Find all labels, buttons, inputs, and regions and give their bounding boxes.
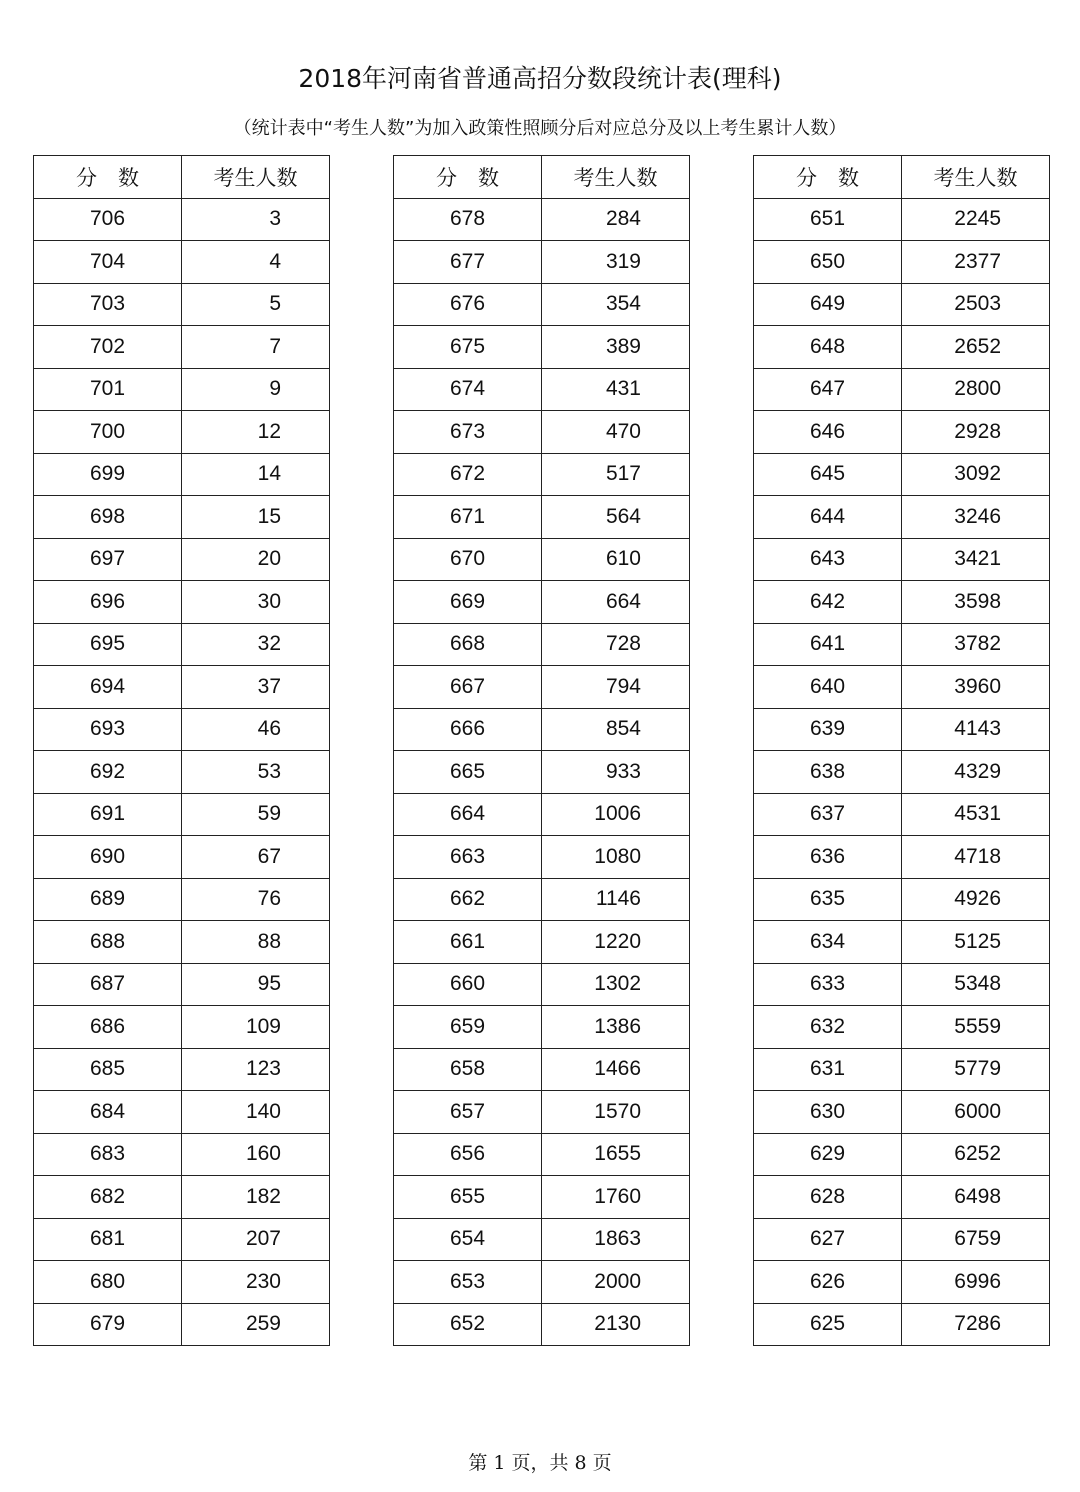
score-cell: 626 [754,1261,902,1304]
score-cell: 642 [754,581,902,624]
count-cell: 1146 [542,878,690,921]
table-row [34,453,330,496]
count-cell: 284 [542,198,690,241]
count-cell: 664 [542,581,690,624]
table-row [754,666,1050,709]
count-column-header: 考生人数 [902,156,1050,199]
count-cell: 12 [182,411,330,454]
table-row [394,1048,690,1091]
score-table-1 [33,155,330,1346]
count-column-header: 考生人数 [182,156,330,199]
score-cell: 649 [754,283,902,326]
score-cell: 659 [394,1006,542,1049]
count-cell: 53 [182,751,330,794]
count-cell: 230 [182,1261,330,1304]
score-cell: 640 [754,666,902,709]
table-row [34,581,330,624]
count-cell: 20 [182,538,330,581]
score-table-2-body [394,198,690,1346]
count-cell: 1220 [542,921,690,964]
table-row [754,1091,1050,1134]
count-cell: 319 [542,241,690,284]
table-row [34,1133,330,1176]
count-cell: 2245 [902,198,1050,241]
count-cell: 1386 [542,1006,690,1049]
table-row [394,411,690,454]
score-cell: 671 [394,496,542,539]
count-cell: 1760 [542,1176,690,1219]
table-header-row [34,156,330,199]
score-cell: 667 [394,666,542,709]
score-cell: 669 [394,581,542,624]
count-cell: 1302 [542,963,690,1006]
table-row [394,283,690,326]
table-row [754,708,1050,751]
count-cell: 2503 [902,283,1050,326]
score-cell: 639 [754,708,902,751]
count-cell: 9 [182,368,330,411]
table-row [34,326,330,369]
count-cell: 6498 [902,1176,1050,1219]
count-cell: 728 [542,623,690,666]
count-cell: 389 [542,326,690,369]
score-cell: 695 [34,623,182,666]
score-table-1-body [34,198,330,1346]
table-row [394,496,690,539]
table-row [754,1006,1050,1049]
table-row [34,708,330,751]
table-row [754,963,1050,1006]
score-cell: 690 [34,836,182,879]
count-cell: 1570 [542,1091,690,1134]
count-cell: 564 [542,496,690,539]
count-cell: 4718 [902,836,1050,879]
table-row [34,1006,330,1049]
table-row [394,581,690,624]
score-cell: 673 [394,411,542,454]
table-row [754,1303,1050,1346]
score-cell: 658 [394,1048,542,1091]
count-cell: 6000 [902,1091,1050,1134]
count-cell: 2800 [902,368,1050,411]
table-row [394,836,690,879]
score-table-3 [753,155,1050,1346]
score-cell: 664 [394,793,542,836]
table-row [34,836,330,879]
table-row [34,793,330,836]
count-cell: 15 [182,496,330,539]
table-row [34,921,330,964]
count-cell: 160 [182,1133,330,1176]
count-cell: 1655 [542,1133,690,1176]
table-row [394,878,690,921]
count-cell: 4143 [902,708,1050,751]
count-cell: 2928 [902,411,1050,454]
count-cell: 5348 [902,963,1050,1006]
score-column-header: 分 数 [34,156,182,199]
count-cell: 3092 [902,453,1050,496]
score-cell: 679 [34,1303,182,1346]
score-cell: 656 [394,1133,542,1176]
score-cell: 627 [754,1218,902,1261]
score-cell: 654 [394,1218,542,1261]
score-cell: 661 [394,921,542,964]
table-row [754,921,1050,964]
table-row [394,1176,690,1219]
table-row [34,283,330,326]
table-row [754,751,1050,794]
count-cell: 3782 [902,623,1050,666]
count-cell: 3960 [902,666,1050,709]
score-cell: 650 [754,241,902,284]
count-cell: 67 [182,836,330,879]
count-cell: 2000 [542,1261,690,1304]
count-cell: 933 [542,751,690,794]
page-subtitle: （统计表中“考生人数”为加入政策性照顾分后对应总分及以上考生累计人数） [233,118,847,139]
table-row [34,751,330,794]
score-cell: 634 [754,921,902,964]
score-cell: 670 [394,538,542,581]
count-cell: 5 [182,283,330,326]
count-cell: 610 [542,538,690,581]
table-row [754,793,1050,836]
score-cell: 696 [34,581,182,624]
table-row [34,411,330,454]
count-cell: 3598 [902,581,1050,624]
table-row [754,198,1050,241]
table-row [394,326,690,369]
score-cell: 643 [754,538,902,581]
count-cell: 1863 [542,1218,690,1261]
count-cell: 1006 [542,793,690,836]
score-cell: 691 [34,793,182,836]
count-cell: 4329 [902,751,1050,794]
score-cell: 641 [754,623,902,666]
score-cell: 702 [34,326,182,369]
table-row [34,241,330,284]
score-cell: 684 [34,1091,182,1134]
table-row [34,623,330,666]
table-row [34,666,330,709]
table-row [394,1261,690,1304]
page-footer: 第 1 页，共 8 页 [468,1452,612,1474]
score-cell: 663 [394,836,542,879]
table-row [34,198,330,241]
score-cell: 633 [754,963,902,1006]
table-row [754,326,1050,369]
table-row [754,1048,1050,1091]
count-cell: 37 [182,666,330,709]
score-cell: 701 [34,368,182,411]
table-row [754,496,1050,539]
score-cell: 665 [394,751,542,794]
table-row [754,368,1050,411]
score-cell: 668 [394,623,542,666]
count-cell: 123 [182,1048,330,1091]
score-cell: 666 [394,708,542,751]
score-cell: 635 [754,878,902,921]
table-row [394,921,690,964]
score-cell: 675 [394,326,542,369]
score-table-2 [393,155,690,1346]
table-row [394,368,690,411]
score-cell: 648 [754,326,902,369]
table-row [754,836,1050,879]
score-cell: 630 [754,1091,902,1134]
count-cell: 259 [182,1303,330,1346]
table-row [754,241,1050,284]
count-cell: 3 [182,198,330,241]
score-cell: 706 [34,198,182,241]
score-cell: 662 [394,878,542,921]
count-cell: 3246 [902,496,1050,539]
table-header-row [754,156,1050,199]
count-cell: 7286 [902,1303,1050,1346]
score-cell: 694 [34,666,182,709]
count-cell: 59 [182,793,330,836]
score-cell: 636 [754,836,902,879]
count-cell: 182 [182,1176,330,1219]
count-cell: 6996 [902,1261,1050,1304]
score-cell: 703 [34,283,182,326]
score-cell: 652 [394,1303,542,1346]
table-row [34,1176,330,1219]
count-cell: 5779 [902,1048,1050,1091]
table-row [394,708,690,751]
score-cell: 685 [34,1048,182,1091]
table-row [394,1006,690,1049]
count-cell: 1466 [542,1048,690,1091]
table-row [754,581,1050,624]
count-cell: 5559 [902,1006,1050,1049]
count-cell: 4531 [902,793,1050,836]
count-cell: 14 [182,453,330,496]
table-row [754,1133,1050,1176]
count-cell: 5125 [902,921,1050,964]
count-cell: 2377 [902,241,1050,284]
table-row [754,1261,1050,1304]
score-cell: 682 [34,1176,182,1219]
table-row [754,623,1050,666]
count-cell: 207 [182,1218,330,1261]
score-cell: 647 [754,368,902,411]
score-cell: 700 [34,411,182,454]
table-row [754,1218,1050,1261]
score-cell: 655 [394,1176,542,1219]
count-cell: 4 [182,241,330,284]
count-cell: 6759 [902,1218,1050,1261]
score-cell: 689 [34,878,182,921]
table-row [394,666,690,709]
table-row [394,241,690,284]
count-cell: 1080 [542,836,690,879]
score-cell: 697 [34,538,182,581]
count-cell: 140 [182,1091,330,1134]
score-cell: 674 [394,368,542,411]
score-cell: 644 [754,496,902,539]
score-cell: 628 [754,1176,902,1219]
table-row [754,1176,1050,1219]
table-row [34,1261,330,1304]
score-cell: 629 [754,1133,902,1176]
table-row [394,1218,690,1261]
count-cell: 517 [542,453,690,496]
score-cell: 625 [754,1303,902,1346]
score-cell: 651 [754,198,902,241]
score-cell: 699 [34,453,182,496]
count-cell: 109 [182,1006,330,1049]
table-row [754,878,1050,921]
score-cell: 672 [394,453,542,496]
score-cell: 660 [394,963,542,1006]
table-row [394,623,690,666]
score-cell: 678 [394,198,542,241]
count-cell: 88 [182,921,330,964]
table-row [394,538,690,581]
score-cell: 638 [754,751,902,794]
score-cell: 687 [34,963,182,1006]
score-cell: 680 [34,1261,182,1304]
score-cell: 677 [394,241,542,284]
score-column-header: 分 数 [394,156,542,199]
table-row [34,538,330,581]
page-title: 2018年河南省普通高招分数段统计表(理科) [298,64,782,93]
score-cell: 653 [394,1261,542,1304]
table-row [34,878,330,921]
score-cell: 637 [754,793,902,836]
score-cell: 704 [34,241,182,284]
score-cell: 683 [34,1133,182,1176]
score-cell: 681 [34,1218,182,1261]
table-row [394,963,690,1006]
count-cell: 4926 [902,878,1050,921]
count-cell: 470 [542,411,690,454]
score-cell: 692 [34,751,182,794]
count-cell: 794 [542,666,690,709]
score-cell: 693 [34,708,182,751]
count-cell: 2652 [902,326,1050,369]
table-row [394,1091,690,1134]
score-column-header: 分 数 [754,156,902,199]
score-cell: 686 [34,1006,182,1049]
table-row [394,793,690,836]
table-row [34,963,330,1006]
table-row [394,198,690,241]
score-cell: 632 [754,1006,902,1049]
table-row [34,1303,330,1346]
score-cell: 657 [394,1091,542,1134]
table-row [34,1218,330,1261]
count-cell: 3421 [902,538,1050,581]
count-cell: 76 [182,878,330,921]
table-row [34,496,330,539]
score-cell: 645 [754,453,902,496]
table-header-row [394,156,690,199]
score-table-3-body [754,198,1050,1346]
table-row [754,453,1050,496]
count-cell: 2130 [542,1303,690,1346]
table-row [394,1133,690,1176]
table-row [34,1048,330,1091]
table-row [754,283,1050,326]
count-cell: 354 [542,283,690,326]
count-cell: 30 [182,581,330,624]
score-cell: 631 [754,1048,902,1091]
count-cell: 6252 [902,1133,1050,1176]
score-cell: 698 [34,496,182,539]
count-cell: 854 [542,708,690,751]
count-cell: 95 [182,963,330,1006]
count-cell: 7 [182,326,330,369]
count-cell: 32 [182,623,330,666]
score-cell: 688 [34,921,182,964]
table-row [394,1303,690,1346]
table-row [754,538,1050,581]
score-cell: 676 [394,283,542,326]
table-row [394,453,690,496]
table-row [754,411,1050,454]
count-column-header: 考生人数 [542,156,690,199]
score-cell: 646 [754,411,902,454]
table-row [34,1091,330,1134]
count-cell: 46 [182,708,330,751]
table-row [394,751,690,794]
table-row [34,368,330,411]
count-cell: 431 [542,368,690,411]
